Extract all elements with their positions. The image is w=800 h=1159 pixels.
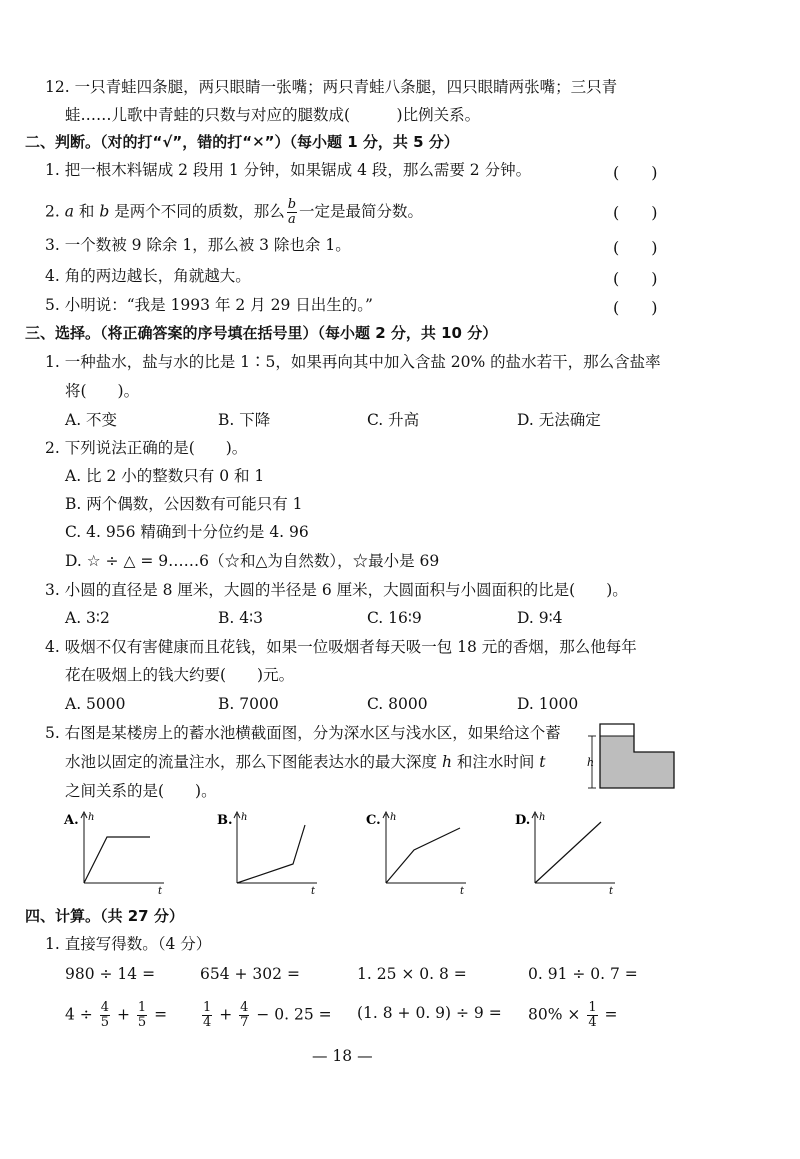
choice-q1-line1: 1. 一种盐水，盐与水的比是 1∶5，如果再向其中加入含盐 20% 的盐水若干，那么含盐率 [45,353,661,371]
q12-line2: 蛙……儿歌中青蛙的只数与对应的腿数成( )比例关系。 [65,106,481,124]
answer-paren-3[interactable]: ( ) [613,238,658,257]
svg-text:t: t [158,886,163,896]
page-number: — 18 — [312,1047,373,1065]
graph-option-b[interactable] [213,806,333,896]
graph-b-label: B. [217,813,233,828]
graph-option-d[interactable] [511,806,631,896]
graph-c-curve [386,828,460,883]
q1-option-b[interactable]: B. 下降 [218,411,271,429]
q12-line1: 12. 一只青蛙四条腿，两只眼睛一张嘴；两只青蛙八条腿，四只眼睛两张嘴；三只青 [45,78,618,96]
judge-item-5: 5. 小明说：“我是 1993 年 2 月 29 日出生的。” [45,296,373,314]
tank-h-label: h [587,756,595,769]
calc-r2-e4: 80% × $\frac{1}{4}$ = [528,1000,618,1030]
q4-option-d[interactable]: D. 1000 [517,695,579,713]
calc-sub1: 1. 直接写得数。（4 分） [45,935,212,953]
q2-option-c[interactable]: C. 4. 956 精确到十分位约是 4. 96 [65,523,309,541]
tank-shallow-water [634,752,674,788]
calc-r2-e3: (1. 8 + 0. 9) ÷ 9 = [357,1004,502,1022]
graph-option-c[interactable] [362,806,482,896]
judge-item-1: 1. 把一根木料锯成 2 段用 1 分钟，如果锯成 4 段，那么需要 2 分钟。 [45,161,532,179]
judge-item-3: 3. 一个数被 9 除余 1，那么被 3 除也余 1。 [45,236,351,254]
choice-q5-line1: 5. 右图是某楼房上的蓄水池横截面图，分为深水区与浅水区，如果给这个蓄 [45,724,561,742]
graph-d-curve [535,822,601,883]
choice-q5-line2: 水池以固定的流量注水，那么下图能表达水的最大深度 h 和注水时间 t [65,753,546,771]
q3-option-c[interactable]: C. 16∶9 [367,609,422,627]
calc-r1-e4: 0. 91 ÷ 0. 7 = [528,965,638,983]
choice-q4-line1: 4. 吸烟不仅有害健康而且花钱，如果一位吸烟者每天吸一包 18 元的香烟，那么他每年 [45,638,637,656]
q2-option-d[interactable]: D. ☆ ÷ △ = 9……6（☆和△为自然数），☆最小是 69 [65,552,440,570]
answer-paren-2[interactable]: ( ) [613,203,658,222]
svg-text:h: h [539,812,546,823]
choice-heading: 三、选择。（将正确答案的序号填在括号里）（每小题 2 分，共 10 分） [25,324,498,342]
calc-r2-e1: 4 ÷ $\frac{4}{5}$ + $\frac{1}{5}$ = [65,1000,168,1030]
choice-q3-stem: 3. 小圆的直径是 8 厘米，大圆的半径是 6 厘米，大圆面积与小圆面积的比是( )。 [45,581,628,599]
svg-text:h: h [241,812,248,823]
q2-option-b[interactable]: B. 两个偶数，公因数有可能只有 1 [65,495,303,513]
calc-r1-e1: 980 ÷ 14 = [65,965,156,983]
q4-option-c[interactable]: C. 8000 [367,695,428,713]
graph-a-label: A. [64,813,79,828]
q3-option-a[interactable]: A. 3∶2 [65,609,110,627]
answer-paren-1[interactable]: ( ) [613,163,658,182]
svg-text:t: t [311,886,316,896]
choice-q1-line2: 将( )。 [65,382,140,400]
q2-option-a[interactable]: A. 比 2 小的整数只有 0 和 1 [65,467,265,485]
graph-option-a[interactable] [60,806,180,896]
answer-paren-5[interactable]: ( ) [613,298,658,317]
q3-option-b[interactable]: B. 4∶3 [218,609,264,627]
choice-q4-line2: 花在吸烟上的钱大约要( )元。 [65,666,295,684]
tank-deep-water [600,736,634,788]
svg-text:h: h [88,812,95,823]
q1-option-d[interactable]: D. 无法确定 [517,411,601,429]
choice-q2-stem: 2. 下列说法正确的是( )。 [45,439,248,457]
answer-paren-4[interactable]: ( ) [613,269,658,288]
q4-option-b[interactable]: B. 7000 [218,695,279,713]
graph-b-curve [237,825,305,883]
svg-text:t: t [460,886,465,896]
q4-option-a[interactable]: A. 5000 [65,695,126,713]
graph-c-label: C. [366,813,381,828]
calc-r1-e3: 1. 25 × 0. 8 = [357,965,467,983]
graph-a-curve [84,837,150,883]
fraction-b-over-a: $\frac{b}{a}$ [287,197,297,227]
q1-option-a[interactable]: A. 不变 [65,411,118,429]
judge-item-4: 4. 角的两边越长，角就越大。 [45,267,251,285]
tank-cross-section [586,720,680,790]
q1-option-c[interactable]: C. 升高 [367,411,420,429]
calc-heading: 四、计算。（共 27 分） [25,907,184,925]
judge-heading: 二、判断。（对的打“√”，错的打“✕”）（每小题 1 分，共 5 分） [25,133,459,151]
svg-text:h: h [390,812,397,823]
q3-option-d[interactable]: D. 9∶4 [517,609,563,627]
judge-item-2: 2. a 和 b 是两个不同的质数，那么 $\frac{b}{a}$ 一定是最简分数。 [45,197,424,227]
choice-q5-line3: 之间关系的是( )。 [65,782,217,800]
svg-text:t: t [609,886,614,896]
calc-r2-e2: $\frac{1}{4}$ + $\frac{4}{7}$ − 0. 25 = [203,1000,332,1030]
graph-d-label: D. [515,813,531,828]
calc-r1-e2: 654 + 302 = [200,965,300,983]
